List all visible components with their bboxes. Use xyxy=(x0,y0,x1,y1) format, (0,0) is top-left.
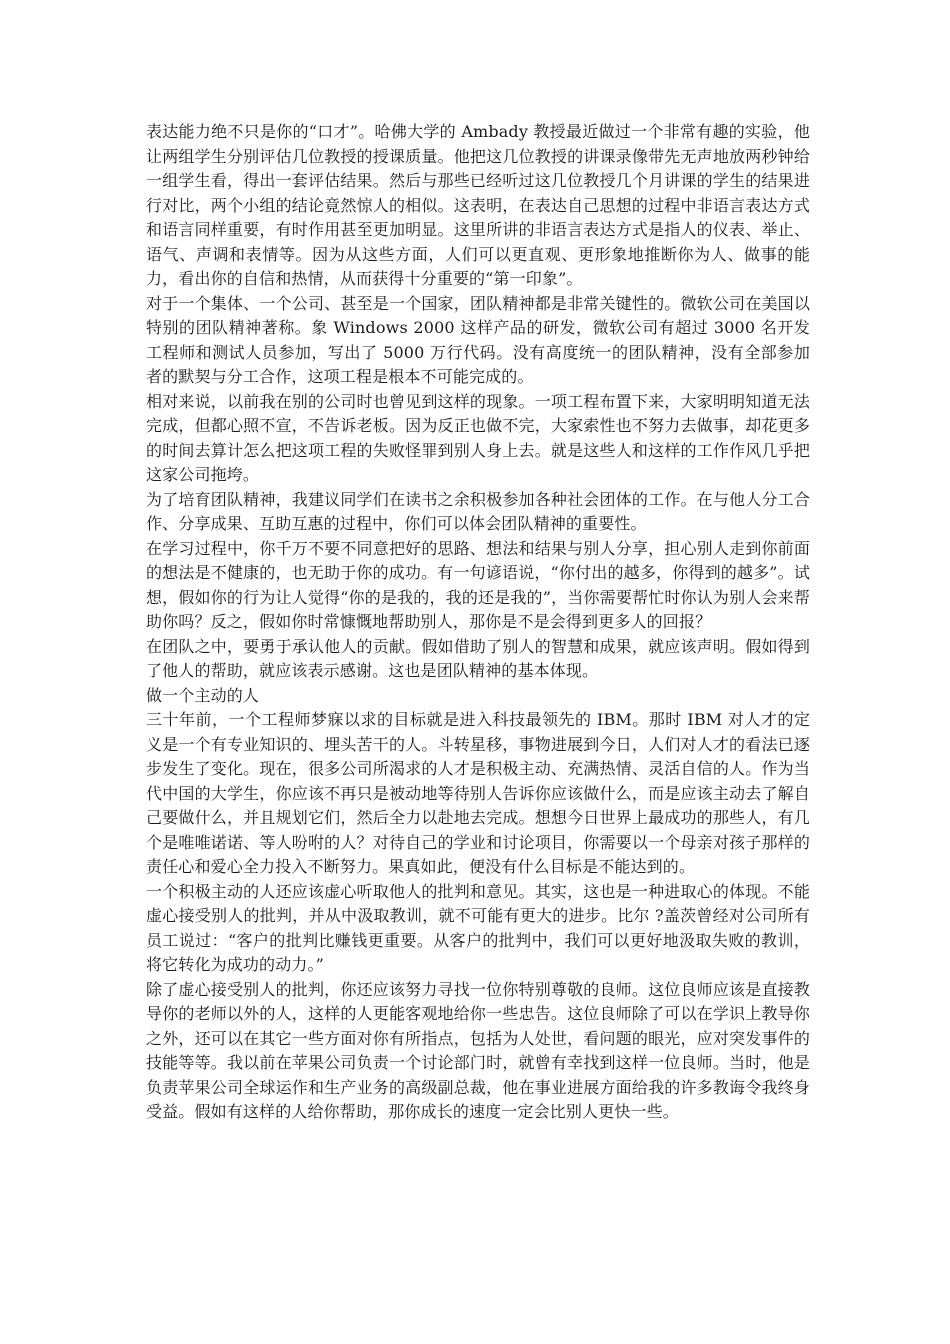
paragraph-former-company: 相对来说，以前我在别的公司时也曾见到这样的现象。一项工程布置下来，大家明明知道无法完成，但都心照不宣，不告诉老板。因为反正也做不完，大家索性也不努力去做事，却花更多的时间去算计怎么把这项工程的失败怪罪到别人身上去。就是这些人和这样的工作作风几乎把这家公司拖垮。 xyxy=(146,391,810,484)
paragraph-cultivate-team: 为了培育团队精神，我建议同学们在读书之余积极参加各种社会团体的工作。在与他人分工合作、分享成果、互助互惠的过程中，你们可以体会团队精神的重要性。 xyxy=(146,489,810,533)
paragraph-sharing: 在学习过程中，你千万不要不同意把好的思路、想法和结果与别人分享，担心别人走到你前面的想法是不健康的，也无助于你的成功。有一句谚语说，“你付出的越多，你得到的越多”。试想，假如你的行为让人觉得“你的是我的，我的还是我的”，当你需要帮忙时你认为别人会来帮助你吗？反之，假如你时常慷慨地帮助别人，那你是不是会得到更多人的回报？ xyxy=(146,538,810,631)
paragraph-team-spirit: 对于一个集体、一个公司、甚至是一个国家，团队精神都是非常关键性的。微软公司在美国以特别的团队精神著称。象 Windows 2000 这样产品的研发，微软公司有超过 3000 名开发工程师和测试人员参加，写出了 5000 万行代码。没有高度统一的团队精神，没有全部参加者的默契与分工合作，这项工程是根本不可能完成的。 xyxy=(146,293,810,386)
paragraph-mentor: 除了虚心接受别人的批判，你还应该努力寻找一位你特别尊敬的良师。这位良师应该是直接教导你的老师以外的人，这样的人更能客观地给你一些忠告。这位良师除了可以在学识上教导你之外，还可以在其它一些方面对你有所指点，包括为人处世，看问题的眼光，应对突发事件的技能等等。我以前在苹果公司负责一个讨论部门时，就曾有幸找到这样一位良师。当时，他是负责苹果公司全球运作和生产业务的高级副总裁，他在事业进展方面给我的许多教诲令我终身受益。假如有这样的人给你帮助，那你成长的速度一定会比别人更快一些。 xyxy=(146,979,810,1121)
paragraph-criticism: 一个积极主动的人还应该虚心听取他人的批判和意见。其实，这也是一种进取心的体现。不能虚心接受别人的批判，并从中汲取教训，就不可能有更大的进步。比尔 ?盖茨曾经对公司所有员工说过：“客户的批判比赚钱更重要。从客户的批判中，我们可以更好地汲取失败的教训，将它转化为成功的动力。” xyxy=(146,881,810,974)
paragraph-acknowledge: 在团队之中，要勇于承认他人的贡献。假如借助了别人的智慧和成果，就应该声明。假如得到了他人的帮助，就应该表示感谢。这也是团队精神的基本体现。 xyxy=(146,636,810,680)
paragraph-expression: 表达能力绝不只是你的“口才”。哈佛大学的 Ambady 教授最近做过一个非常有趣的实验，他让两组学生分别评估几位教授的授课质量。他把这几位教授的讲课录像带先无声地放两秒钟给一组学生看，得出一套评估结果。然后与那些已经听过这几位教授几个月讲课的学生的结果进行对比，两个小组的结论竟然惊人的相似。这表明，在表达自己思想的过程中非语言表达方式和语言同样重要，有时作用甚至更加明显。这里所讲的非语言表达方式是指人的仪表、举止、语气、声调和表情等。因为从这些方面，人们可以更直观、更形象地推断你为人、做事的能力，看出你的自信和热情，从而获得十分重要的“第一印象”。 xyxy=(146,122,810,288)
paragraph-ibm: 三十年前，一个工程师梦寐以求的目标就是进入科技最领先的 IBM。那时 IBM 对人才的定义是一个有专业知识的、埋头苦干的人。斗转星移，事物进展到今日，人们对人才的看法已逐步发生了变化。现在，很多公司所渴求的人才是积极主动、充满热情、灵活自信的人。作为当代中国的大学生，你应该不再只是被动地等待别人告诉你应该做什么，而是应该主动去了解自己要做什么，并且规划它们，然后全力以赴地去完成。想想今日世界上最成功的那些人，有几个是唯唯诺诺、等人吩咐的人？对待自己的学业和讨论项目，你需要以一个母亲对孩子那样的责任心和爱心全力投入不断努力。果真如此，便没有什么目标是不能达到的。 xyxy=(146,710,810,876)
section-heading: 做一个主动的人 xyxy=(146,685,260,705)
document-body xyxy=(146,120,810,1125)
